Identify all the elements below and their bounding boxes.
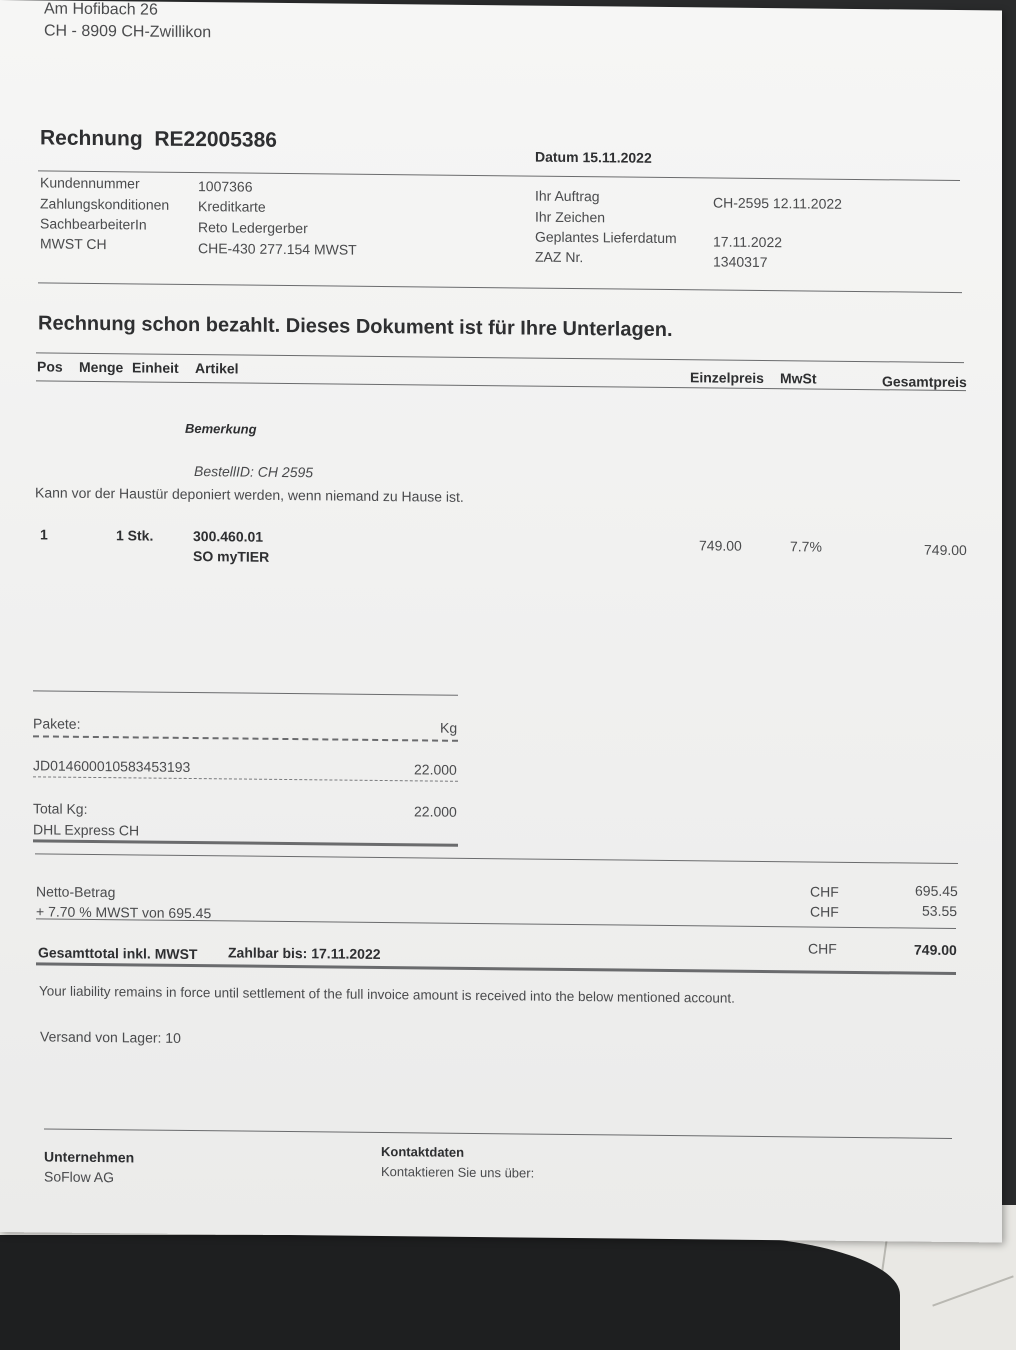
remarks-note: Kann vor der Haustür deponiert werden, wenn niemand zu Hause ist. — [35, 484, 464, 505]
header-pos: Pos — [37, 358, 63, 375]
grand-amount: 749.00 — [914, 941, 957, 959]
invoice-number: RE22005386 — [154, 127, 277, 152]
net-label: Netto-Betrag — [36, 883, 116, 901]
item-article-name: SO myTIER — [193, 548, 270, 565]
detail-value-auftrag: CH-2595 12.11.2022 — [713, 194, 842, 212]
due-date: Zahlbar bis: 17.11.2022 — [228, 944, 381, 962]
detail-label-auftrag: Ihr Auftrag — [535, 187, 600, 205]
header-menge: Menge — [79, 358, 124, 376]
divider — [36, 918, 956, 929]
footer-contact-text: Kontaktieren Sie uns über: — [381, 1163, 535, 1181]
packages-unit: Kg — [440, 719, 458, 736]
header-gesamtpreis: Gesamtpreis — [882, 373, 967, 391]
detail-value-sachbearbeiter: Reto Ledergerber — [198, 219, 308, 237]
detail-value-zahlungskonditionen: Kreditkarte — [198, 198, 266, 215]
floor-shadow — [0, 1235, 900, 1350]
item-pos: 1 — [40, 526, 48, 543]
detail-label-zeichen: Ihr Zeichen — [535, 208, 606, 226]
remarks-order-id: BestellID: CH 2595 — [194, 463, 314, 481]
detail-value-zaz: 1340317 — [713, 253, 768, 271]
remarks-heading: Bemerkung — [185, 420, 257, 437]
packages-total-weight: 22.000 — [414, 803, 457, 820]
sender-city: CH - 8909 CH-Zwillikon — [44, 22, 212, 42]
detail-value-lieferdatum: 17.11.2022 — [713, 233, 783, 251]
detail-value-kundennummer: 1007366 — [198, 178, 253, 195]
divider — [38, 170, 960, 181]
divider — [33, 735, 458, 741]
divider — [36, 380, 966, 391]
divider — [33, 839, 458, 846]
invoice-title — [40, 126, 277, 152]
packages-total-label: Total Kg: — [33, 800, 88, 817]
sender-street: Am Hofibach 26 — [44, 0, 158, 19]
divider — [44, 1128, 952, 1139]
packages-carrier: DHL Express CH — [33, 821, 140, 839]
divider — [38, 282, 962, 293]
divider — [33, 690, 458, 695]
detail-label-lieferdatum: Geplantes Lieferdatum — [535, 228, 677, 247]
package-tracking: JD014600010583453193 — [33, 757, 191, 775]
shipping-note: Versand von Lager: 10 — [40, 1028, 181, 1046]
net-amount: 695.45 — [915, 882, 958, 900]
divider — [33, 776, 458, 781]
item-qty: 1 Stk. — [116, 527, 154, 544]
vat-amount: 53.55 — [922, 902, 958, 920]
detail-label-zahlungskonditionen: Zahlungskonditionen — [40, 195, 170, 213]
header-einheit: Einheit — [132, 359, 179, 376]
divider — [36, 962, 956, 975]
item-vat: 7.7% — [790, 538, 822, 555]
header-einzelpreis: Einzelpreis — [690, 369, 764, 387]
footer-contact-heading: Kontaktdaten — [381, 1143, 465, 1160]
header-artikel: Artikel — [195, 360, 239, 377]
package-weight: 22.000 — [414, 761, 457, 778]
packages-label: Pakete: — [33, 715, 81, 732]
detail-label-mwst: MWST CH — [40, 235, 107, 253]
vat-label: + 7.70 % MWST von 695.45 — [36, 903, 212, 922]
grand-currency: CHF — [808, 940, 837, 957]
footer-company-heading: Unternehmen — [44, 1148, 135, 1166]
detail-label-zaz: ZAZ Nr. — [535, 248, 584, 266]
item-article-no: 300.460.01 — [193, 528, 264, 545]
footer-company-name: SoFlow AG — [44, 1168, 115, 1186]
detail-value-mwst: CHE-430 277.154 MWST — [198, 240, 357, 258]
detail-label-sachbearbeiter: SachbearbeiterIn — [40, 215, 147, 233]
vat-currency: CHF — [810, 903, 839, 920]
grand-total-label: Gesamttotal inkl. MWST — [38, 944, 198, 963]
divider — [35, 853, 958, 864]
invoice-date: Datum 15.11.2022 — [535, 148, 652, 166]
detail-label-kundennummer: Kundennummer — [40, 174, 140, 192]
liability-note: Your liability remains in force until settlement of the full invoice amount is received into the below mentioned account. — [39, 983, 735, 1006]
net-currency: CHF — [810, 883, 839, 900]
paid-notice: Rechnung schon bezahlt. Dieses Dokument ist für Ihre Unterlagen. — [38, 312, 673, 342]
header-mwst: MwSt — [780, 370, 817, 387]
invoice-title-label: Rechnung — [40, 126, 143, 151]
item-unit-price: 749.00 — [699, 537, 742, 554]
item-total: 749.00 — [924, 541, 967, 559]
